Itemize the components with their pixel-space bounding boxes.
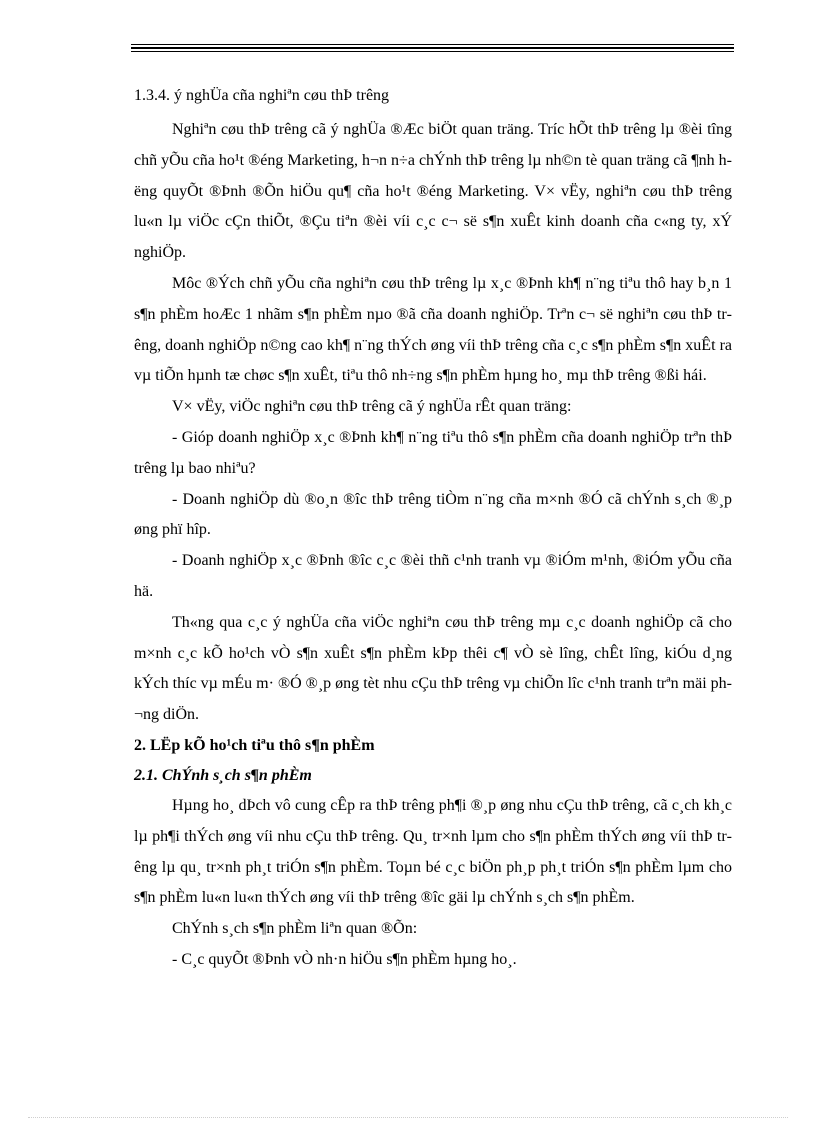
document-body: [134, 84, 732, 976]
bullet-2: - Doanh nghiÖp dù ®o¸n ®îc thÞ trêng tiÒm n¨ng cña m×nh ®Ó cã chÝnh s¸ch ®¸p øng phï hîp.: [134, 490, 732, 539]
header-rule-thick: [131, 47, 734, 49]
section2-paragraph-2: ChÝnh s¸ch s¶n phÈm liªn quan ®Õn:: [172, 920, 418, 938]
bullet-1: - Gióp doanh nghiÖp x¸c ®Þnh kh¶ n¨ng tiªu thô s¶n phÈm cña doanh nghiÖp trªn thÞ trêng lµ bao nhiªu?: [134, 428, 732, 477]
paragraph-1: Nghiªn cøu thÞ trêng cã ý nghÜa ®Æc biÖt quan träng. Tríc hÕt thÞ trêng lµ ®èi tîng chñ yÕu cña ho¹t ®éng Marketing, h¬n n÷a chÝnh thÞ trêng lµ nh©n tè quan träng cã ¶nh hëng quyÕt ®Þnh ®Õn hiÖu qu¶ cña ho¹t ®éng Marketing. V× vËy, nghiªn cøu thÞ trêng lu«n lµ viÖc cÇn thiÕt, ®Çu tiªn ®èi víi c¸c c¬ së s¶n xuÊt kinh doanh cña c«ng ty, xÝ nghiÖp.: [134, 121, 732, 262]
section2-paragraph-1: Hµng ho¸ dÞch vô cung cÊp ra thÞ trêng ph¶i ®¸p øng nhu cÇu thÞ trêng, cã c¸ch kh¸c lµ ph¶i thÝch øng víi nhu cÇu thÞ trêng. Qu¸ tr×nh lµm cho s¶n phÈm thÝch øng víi thÞ trêng lµ qu¸ tr×nh ph¸t triÓn s¶n phÈm. Toµn bé c¸c biÖn ph¸p ph¸t triÓn s¶n phÈm lµm cho s¶n phÈm lu«n lu«n thÝch øng víi thÞ trêng ®îc gäi lµ chÝnh s¸ch s¶n phÈm.: [134, 796, 732, 907]
section2-bullet-1: - C¸c quyÕt ®Þnh vÒ nh·n hiÖu s¶n phÈm hµng ho¸.: [172, 950, 517, 968]
section-heading-2: 2. LËp kÕ ho¹ch tiªu thô s¶n phÈm: [134, 736, 375, 754]
header-rule-thin-top: [131, 44, 734, 45]
section-heading-1-3-4: 1.3.4. ý nghÜa cña nghiªn cøu thÞ trêng: [134, 87, 390, 104]
page-bottom-divider: [28, 1117, 788, 1118]
section-heading-2-1: 2.1. ChÝnh s¸ch s¶n phÈm: [134, 766, 312, 784]
closing-paragraph: Th«ng qua c¸c ý nghÜa cña viÖc nghiªn cøu thÞ trêng mµ c¸c doanh nghiÖp cã cho m×nh c¸c kÕ ho¹ch vÒ s¶n xuÊt s¶n phÈm kÞp thêi c¶ vÒ sè lîng, chÊt lîng, kiÓu d¸ng kÝch thíc vµ mÉu m· ®Ó ®¸p øng tèt nhu cÇu thÞ trêng vµ chiÕn lîc c¹nh tranh trªn mäi ph¬ng diÖn.: [134, 613, 732, 724]
bullet-3: - Doanh nghiÖp x¸c ®Þnh ®îc c¸c ®èi thñ c¹nh tranh vµ ®iÓm m¹nh, ®iÓm yÕu cña hä.: [134, 552, 732, 600]
header-rule-thin-bottom: [131, 51, 734, 52]
paragraph-2: Môc ®Ých chñ yÕu cña nghiªn cøu thÞ trêng lµ x¸c ®Þnh kh¶ n¨ng tiªu thô hay b¸n 1 s¶n phÈm hoÆc 1 nhãm s¶n phÈm nµo ®ã cña doanh nghiÖp. Trªn c¬ së nghiªn cøu thÞ trêng, doanh nghiÖp n©ng cao kh¶ n¨ng thÝch øng víi thÞ trêng cña c¸c s¶n phÈm s¶n xuÊt ra vµ tiÕn hµnh tæ chøc s¶n xuÊt, tiªu thô nh÷ng s¶n phÈm hµng ho¸ mµ thÞ trêng ®ßi hái.: [134, 274, 732, 385]
paragraph-3: V× vËy, viÖc nghiªn cøu thÞ trêng cã ý nghÜa rÊt quan träng:: [172, 398, 572, 416]
